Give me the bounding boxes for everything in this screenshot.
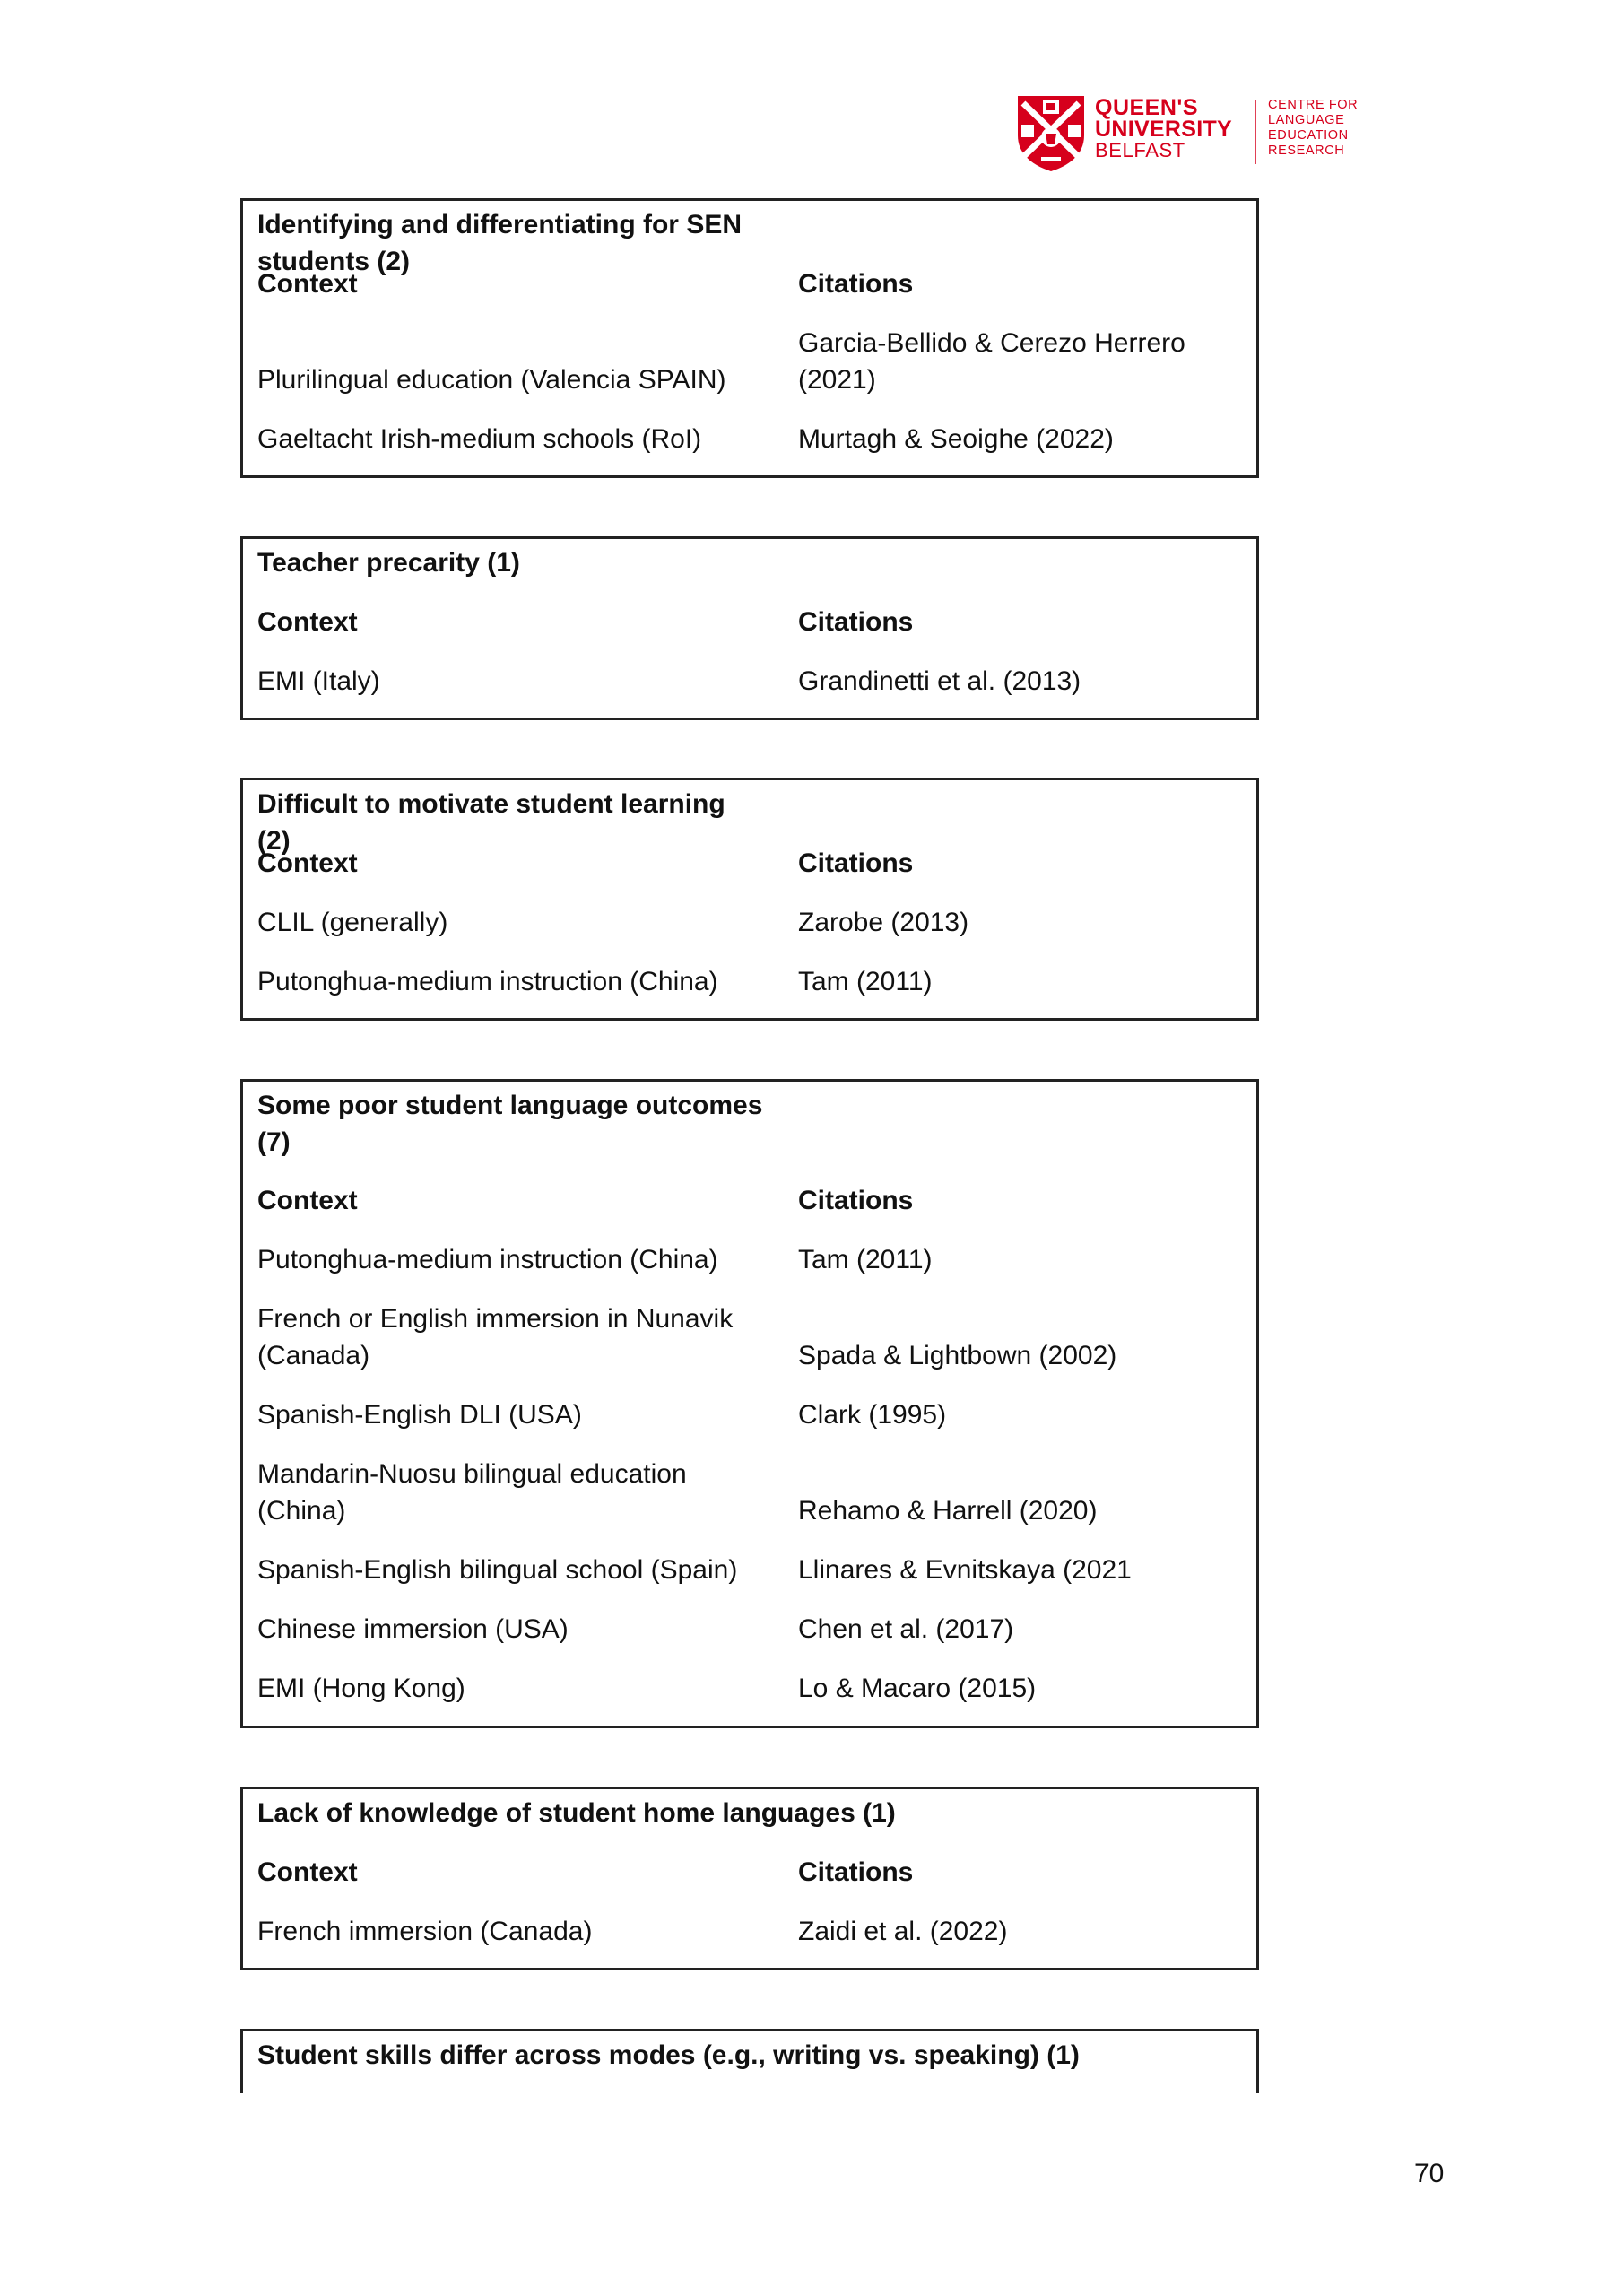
citation-cell: Tam (2011): [798, 1245, 933, 1274]
context-header: Context: [257, 269, 358, 299]
citation-cell: Llinares & Evnitskaya (2021: [798, 1555, 1132, 1585]
citation-cell: Zaidi et al. (2022): [798, 1917, 1008, 1946]
context-cell: Gaeltacht Irish-medium schools (RoI): [257, 424, 702, 454]
table-skills-modes: [240, 2029, 1259, 2093]
context-cell: EMI (Hong Kong): [257, 1674, 465, 1703]
logo-line-1: QUEEN'S: [1095, 95, 1199, 120]
context-header: Context: [257, 1857, 358, 1887]
table-title: Some poor student language outcomes (7): [257, 1091, 763, 1157]
logo-line-3: BELFAST: [1095, 139, 1185, 161]
centre-line-4: RESEARCH: [1268, 144, 1345, 158]
citation-cell: Chen et al. (2017): [798, 1614, 1014, 1644]
centre-wordmark: [1268, 98, 1358, 159]
table-sen-students: [240, 198, 1259, 478]
citation-cell: Rehamo & Harrell (2020): [798, 1496, 1098, 1526]
table-title: Difficult to motivate student learning (2): [257, 789, 725, 856]
citations-header: Citations: [798, 269, 914, 299]
table-title: Teacher precarity (1): [257, 548, 520, 578]
context-cell: Spanish-English bilingual school (Spain): [257, 1555, 738, 1585]
citation-cell: Grandinetti et al. (2013): [798, 666, 1081, 696]
table-title: Student skills differ across modes (e.g., writing vs. speaking) (1): [257, 2040, 1080, 2070]
table-home-languages: [240, 1787, 1259, 1970]
citation-cell: Lo & Macaro (2015): [798, 1674, 1037, 1703]
citation-cell: Tam (2011): [798, 967, 933, 996]
table-title: Identifying and differentiating for SEN students (2): [257, 210, 742, 276]
context-header: Context: [257, 1186, 358, 1215]
citation-cell: Spada & Lightbown (2002): [798, 1341, 1117, 1370]
table-motivation: [240, 778, 1259, 1021]
logo-divider: [1255, 100, 1256, 164]
context-cell: CLIL (generally): [257, 908, 448, 937]
context-cell: Putonghua-medium instruction (China): [257, 967, 718, 996]
centre-line-1: CENTRE FOR: [1268, 98, 1359, 112]
context-cell: French or English immersion in Nunavik (Canada): [257, 1304, 734, 1370]
crest-icon: [1016, 94, 1086, 173]
citation-cell: Zarobe (2013): [798, 908, 969, 937]
context-header: Context: [257, 607, 358, 637]
citations-header: Citations: [798, 848, 914, 878]
qub-wordmark: [1095, 97, 1232, 161]
context-cell: EMI (Italy): [257, 666, 380, 696]
context-cell: Chinese immersion (USA): [257, 1614, 569, 1644]
citation-cell: Murtagh & Seoighe (2022): [798, 424, 1114, 454]
university-logo: [1016, 94, 1366, 175]
context-cell: Plurilingual education (Valencia SPAIN): [257, 365, 726, 395]
citations-header: Citations: [798, 1857, 914, 1887]
context-cell: Putonghua-medium instruction (China): [257, 1245, 718, 1274]
table-teacher-precarity: [240, 536, 1259, 720]
context-cell: Mandarin-Nuosu bilingual education (China): [257, 1459, 687, 1526]
centre-line-2: LANGUAGE: [1268, 113, 1345, 127]
logo-line-2: UNIVERSITY: [1095, 117, 1233, 142]
table-language-outcomes: [240, 1079, 1259, 1728]
centre-line-3: EDUCATION: [1268, 128, 1349, 143]
citation-cell: Clark (1995): [798, 1400, 947, 1430]
context-cell: Spanish-English DLI (USA): [257, 1400, 582, 1430]
citations-header: Citations: [798, 607, 914, 637]
context-cell: French immersion (Canada): [257, 1917, 593, 1946]
context-header: Context: [257, 848, 358, 878]
citation-cell: Garcia-Bellido & Cerezo Herrero (2021): [798, 328, 1185, 395]
citations-header: Citations: [798, 1186, 914, 1215]
table-title: Lack of knowledge of student home languages (1): [257, 1798, 896, 1828]
page-number: 70: [1414, 2159, 1445, 2188]
